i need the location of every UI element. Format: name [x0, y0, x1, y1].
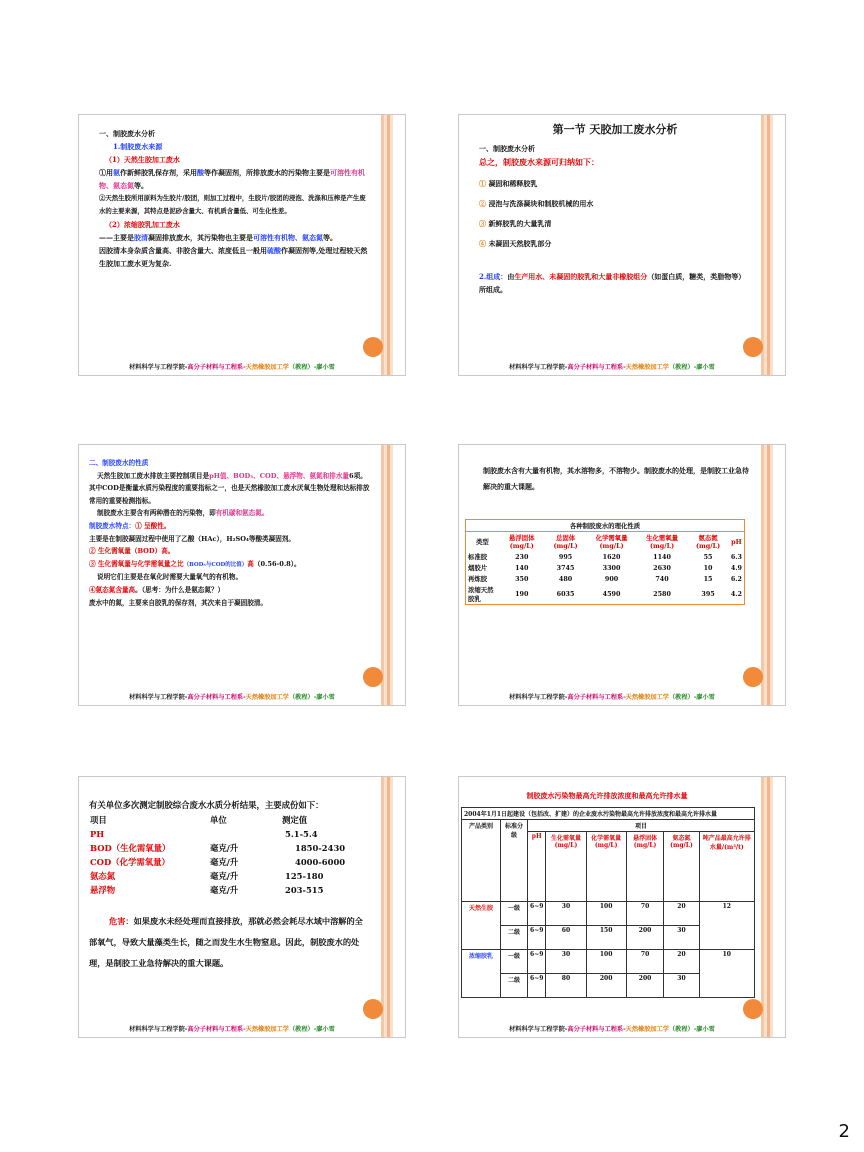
paragraph: ——主要是胶清凝固排放废水，其污染物也主要是可溶性有机物、氨态氮等。	[99, 233, 337, 242]
paragraph: 主要是在制胶凝固过程中使用了乙酸（HAc），H₂SO₄等酸类凝固剂。	[89, 534, 296, 543]
subheading: 1.制胶废水来源	[113, 142, 163, 151]
table-row: 二级 6~9 80 200 200 30	[462, 974, 755, 998]
decor-stripe	[761, 115, 773, 375]
slide-2	[458, 114, 786, 376]
paragraph: 危害：如果废水未经处理而直接排放，那就必然会耗尽水域中溶解的全部氧气，导致大量藻类生长，随之而发生水生物窒息。因此，制胶废水的处理，是制胶工业急待解决的重大课题。	[89, 916, 363, 968]
slide-footer: 材料科学与工程学院-高分子材料与工程系-天然橡胶加工学（教程）-廖小雪	[509, 1026, 715, 1033]
table-row: BOD（生化需氧量） 毫克/升 1850-2430	[90, 843, 346, 853]
subheading: 总之，制胶废水来源可归纳如下：	[479, 157, 599, 167]
decor-stripe	[381, 777, 393, 1037]
subheading: （1）天然生胶加工废水	[105, 155, 180, 164]
table-header: pH	[731, 537, 742, 546]
table-header: 总固体(mg/L)	[553, 534, 578, 550]
list-item: ③ 新鲜胶乳的大量乳清	[479, 219, 552, 228]
slide-footer: 材料科学与工程学院-高分子材料与工程系-天然橡胶加工学（教程）-廖小雪	[129, 694, 335, 701]
paragraph: ②天然生胶所用原料为生胶片/胶团，则加工过程中，生胶片/胶团的浸泡、洗涤和压榨是产生废水的主要来源，其特点是泥砂含量大、有机质含量低、可生化性差。	[99, 194, 366, 215]
list-item: ④ 未凝固天然胶乳部分	[479, 239, 552, 248]
table-row: 标准胶 230 995 1620 1140 55 6.3	[468, 552, 742, 561]
table-row: PH 5.1-5.4	[90, 829, 318, 839]
paragraph: 天然生胶加工废水排放主要控制项目是pH值、BOD₅、COD、悬浮物、氨氮和排水量6项。其中COD是衡量水质污染程度的重要指标之一，也是天然橡胶加工废水厌氧生物处理和达标排放常用的重要检测指标。	[89, 471, 370, 505]
table-caption: 2004年1月1日起建设（包括改、扩建）的企业废水污染物最高允许排放浓度和最高允许排水量	[462, 808, 755, 820]
table-row: COD（化学需氧量） 毫克/升 4000-6000	[90, 857, 346, 867]
page-number: 2	[838, 1121, 850, 1142]
paragraph: ①用氨作新鲜胶乳保存剂，采用酸等作凝固剂，所排放废水的污染物主要是可溶性有机物、氨态氮等。	[99, 168, 365, 190]
orange-dot	[743, 999, 763, 1019]
table-row: 二级 6~9 60 150 200 30	[462, 926, 755, 950]
table-row: 浓缩天然胶乳 190 6035 4590 2580 395 4.2	[468, 586, 742, 603]
orange-dot	[743, 667, 763, 687]
slide-3	[78, 444, 406, 706]
paragraph: 2.组成：由生产用水、未凝固的胶乳和大量非橡胶组分（如蛋白质，糖类，类脂物等）所组成。	[479, 272, 746, 294]
paragraph: 有关单位多次测定制胶综合废水水质分析结果，主要成份如下：	[89, 800, 324, 810]
subheading: （2）浓缩胶乳加工废水	[105, 220, 180, 229]
paragraph: 废水中的氮，主要来自胶乳的保存剂，其次来自于凝固胶清。	[89, 598, 268, 607]
table-header: 生化需氧量(mg/L)	[646, 534, 679, 550]
heading: 一、制胶废水分析	[99, 129, 155, 138]
slide-1	[78, 114, 406, 376]
paragraph: 因胶清本身杂质含量高、非胶含量大、浓度低且一般用硫酸作凝固剂等,处理过程较天然生胶加工废水更为复杂.	[99, 246, 368, 268]
decor-stripe	[381, 115, 393, 375]
slide-footer: 材料科学与工程学院-高分子材料与工程系-天然橡胶加工学（教程）-廖小雪	[129, 1026, 335, 1033]
table-row: 悬浮物 毫克/升 203-515	[90, 885, 324, 895]
table-row: 浓缩胶乳 一级 6~9 30 100 70 20 10	[462, 950, 755, 974]
slide-6	[458, 776, 786, 1038]
properties-table	[465, 519, 745, 605]
orange-dot	[363, 667, 383, 687]
orange-dot	[363, 337, 383, 357]
paragraph: ② 生化需氧量（BOD）高。	[89, 547, 175, 556]
list-item: ② 浸泡与洗涤凝块和制胶机械的用水	[479, 199, 594, 208]
discharge-table: 2004年1月1日起建设（包括改、扩建）的企业废水污染物最高允许排放浓度和最高允许排水量 产品类别 标准分级 项目 pH 生化需氧量(mg/L) 化学需氧量(mg/L) 悬浮固体(mg/L) 氨态氮(mg/L) 吨产品最高允许排水量/(m³/t) 天然生胶 一级 6~9 30 100 70 20 12 二级 6~9 60 150 200 30 浓缩胶乳 一级 6~9 30 100 70 20 10 二级 6~9 80 200 200 30	[461, 807, 755, 998]
slide-footer: 材料科学与工程学院-高分子材料与工程系-天然橡胶加工学（教程）-廖小雪	[509, 364, 715, 371]
paragraph: ④氨态氮含量高。（思考：为什么是氨态氮？）	[89, 585, 225, 594]
paragraph: 制胶废水特点：① 呈酸性。	[89, 521, 171, 530]
table-caption: 各种制胶废水的理化性质	[466, 520, 744, 532]
list-item: ① 凝固和稀释胶乳	[479, 179, 538, 188]
table-header: 化学需氧量(mg/L)	[595, 534, 628, 550]
table-row: 烟胶片 140 3745 3300 2630 10 4.9	[468, 563, 742, 572]
table-header: 氨态氮(mg/L)	[695, 534, 721, 550]
slide-title: 制胶废水污染物最高允许排放浓度和最高允许排水量	[526, 791, 688, 800]
slide-4	[458, 444, 786, 706]
decor-stripe	[761, 777, 773, 1037]
decor-stripe	[761, 445, 773, 705]
heading: 二、制胶废水的性质	[89, 459, 149, 467]
table-row: 再炼胶 350 480 900 740 15 6.2	[468, 574, 742, 583]
table-header: 类型	[475, 538, 489, 546]
table-row: 氨态氮 毫克/升 125-180	[90, 871, 324, 881]
decor-stripe	[381, 445, 393, 705]
paragraph: ③ 生化需氧量与化学需氧量之比（BOD₅与COD的比值）高（0.56-0.8）。	[89, 559, 301, 568]
slide-title: 第一节 天胶加工废水分析	[552, 123, 678, 136]
table-row: 天然生胶 一级 6~9 30 100 70 20 12	[462, 902, 755, 926]
table-header: 悬浮固体(mg/L)	[508, 534, 535, 550]
slide-footer: 材料科学与工程学院-高分子材料与工程系-天然橡胶加工学（教程）-廖小雪	[129, 364, 335, 371]
paragraph: 制胶废水含有大量有机物，其水溶物多，不溶物少。制胶废水的处理，是制胶工业急待解决的重大课题。	[483, 466, 749, 491]
orange-dot	[363, 999, 383, 1019]
orange-dot	[743, 337, 763, 357]
analysis-table: 项目 单位 测定值 PH 5.1-5.4 BOD（生化需氧量） 毫克/升 1850-2430 COD（化学需氧量） 毫克/升 4000-6000 氨态氮 毫克/升 125-180 悬浮物 毫克/升 203-515	[90, 815, 346, 895]
paragraph: 说明它们主要是在氧化时需要大量氧气的有机物。	[97, 573, 243, 582]
slide-footer: 材料科学与工程学院-高分子材料与工程系-天然橡胶加工学（教程）-廖小雪	[509, 694, 715, 701]
heading: 一、制胶废水分析	[479, 144, 535, 153]
paragraph: 制胶废水主要含有两种潜在的污染物，即有机碳和氨态氮。	[97, 509, 269, 518]
slide-5	[78, 776, 406, 1038]
